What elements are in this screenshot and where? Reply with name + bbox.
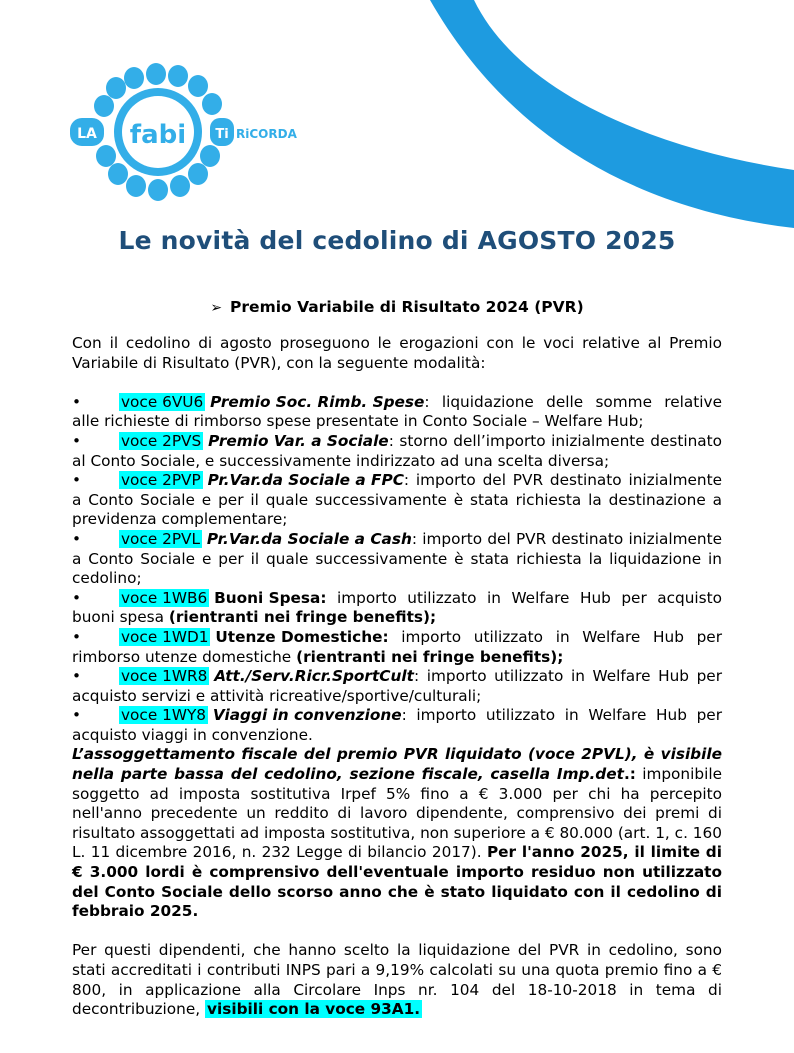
voce-sep: : xyxy=(403,471,410,490)
voce-extra: (rientranti nei fringe benefits); xyxy=(296,647,564,666)
voce-name: Att./Serv.Ricr.SportCult xyxy=(214,667,414,686)
voce-code: voce 2PVL xyxy=(121,529,201,548)
voce-desc: liquidazione delle somme relative alle richieste di rimborso spese presentate in Conto Sociale – Welfare Hub; xyxy=(72,392,722,431)
voce-sep: : xyxy=(424,392,430,411)
logo-text-ti: Ti xyxy=(215,127,229,142)
voci-list xyxy=(72,393,722,746)
voce-name: Buoni Spesa: xyxy=(214,588,327,607)
inps-body: Per questi dipendenti, che hanno scelto la liquidazione del PVR in cedolino, sono stati accreditati i contributi INPS pari a 9,19% calcolati su una quota premio fino a € 800, in applicazione alla Circolare Inps nr. 104 del 18-10-2018 in tema di decontribuzione, xyxy=(72,941,722,1019)
voce-name: Premio Soc. Rimb. Spese xyxy=(210,392,425,411)
voce-code: voce 1WR8 xyxy=(121,667,208,686)
logo-text-ricorda: RiCORDA xyxy=(236,127,297,141)
voce-desc: storno dell’importo inizialmente destinato al Conto Sociale, e successivamente indirizzato ad una scelta diversa; xyxy=(72,431,722,470)
arrow-bullet-icon: ➢ xyxy=(210,300,223,316)
logo-text-la: LA xyxy=(77,126,97,142)
bullet-icon: • xyxy=(72,667,82,686)
voce-code: voce 1WB6 xyxy=(121,588,208,607)
bullet-icon: • xyxy=(72,627,82,646)
fabi-logo xyxy=(66,64,297,208)
tax-bold-tail: Per l'anno 2025, il limite di € 3.000 lordi è comprensivo dell'eventuale importo residuo non utilizzato del Conto Sociale dello scorso anno che è stato liquidato con il cedolino di febbraio 2025. xyxy=(72,843,722,921)
voce-sep: : xyxy=(413,667,420,686)
list-item xyxy=(72,471,722,530)
list-item xyxy=(72,706,722,745)
voce-code: voce 1WD1 xyxy=(121,627,209,646)
voce-code: voce 1WY8 xyxy=(121,706,207,725)
list-item xyxy=(72,393,722,432)
tax-lead-end: .: xyxy=(623,765,636,784)
bullet-icon: • xyxy=(72,471,82,490)
voce-desc: importo utilizzato in Welfare Hub per acquisto viaggi in convenzione. xyxy=(72,706,722,744)
bullet-icon: • xyxy=(72,588,82,607)
voce-desc: importo del PVR destinato inizialmente a Conto Sociale e per il quale successivamente è stata richiesta la destinazione a previdenza complementare; xyxy=(72,471,722,529)
voce-name: Viaggi in convenzione xyxy=(212,706,402,725)
voce-code: voce 2PVP xyxy=(121,471,201,490)
logo-text-fabi: fabi xyxy=(129,120,187,150)
section-title: Premio Variabile di Risultato 2024 (PVR) xyxy=(230,298,584,316)
bullet-icon: • xyxy=(72,431,82,450)
bullet-icon: • xyxy=(72,706,82,725)
voce-desc: importo utilizzato in Welfare Hub per acquisto buoni spesa xyxy=(72,588,722,627)
intro-paragraph: Con il cedolino di agosto proseguono le erogazioni con le voci relative al Premio Variabile di Risultato (PVR), con la seguente modalità: xyxy=(72,334,722,372)
voce-sep: : xyxy=(401,706,407,725)
voce-extra: (rientranti nei fringe benefits); xyxy=(168,608,437,627)
tax-paragraph xyxy=(72,745,722,921)
list-item xyxy=(72,589,722,628)
voce-code: voce 6VU6 xyxy=(121,392,204,411)
voce-desc: importo utilizzato in Welfare Hub per rimborso utenze domestiche xyxy=(72,627,722,666)
inps-highlight: visibili con la voce 93A1. xyxy=(207,1000,421,1019)
voce-sep: : xyxy=(388,431,394,450)
section-heading xyxy=(0,298,794,316)
voce-name: Utenze Domestiche: xyxy=(215,627,389,646)
bullet-icon: • xyxy=(72,392,82,411)
document-body xyxy=(72,334,722,1020)
voce-sep: : xyxy=(411,529,418,548)
page-title: Le novità del cedolino di AGOSTO 2025 xyxy=(118,226,676,255)
list-item xyxy=(72,628,722,667)
inps-paragraph xyxy=(72,941,722,1019)
voce-name: Pr.Var.da Sociale a Cash xyxy=(206,529,412,548)
voce-name: Premio Var. a Sociale xyxy=(208,431,389,450)
tax-lead: L’assoggettamento fiscale del premio PVR liquidato (voce 2PVL), è visibile nella parte bassa del cedolino, sezione fiscale, casella Imp.det xyxy=(72,745,722,784)
voce-name: Pr.Var.da Sociale a FPC xyxy=(207,471,404,490)
tax-body: imponibile soggetto ad imposta sostitutiva Irpef 5% fino a € 3.000 per chi ha percepito nell'anno precedente un reddito di lavoro dipendente, comprensivo dei premi di risultato assoggettati ad imposta sostitutiva, non superiore a € 80.000 (art. 1, c. 160 L. 11 dicembre 2016, n. 232 Legge di bilancio 2017). xyxy=(72,765,722,862)
voce-code: voce 2PVS xyxy=(121,431,202,450)
bullet-icon: • xyxy=(72,529,82,548)
list-item xyxy=(72,667,722,706)
voce-desc: importo utilizzato in Welfare Hub per acquisto servizi e attività ricreative/sportive/culturali; xyxy=(72,667,722,705)
voce-desc: importo del PVR destinato inizialmente a Conto Sociale e per il quale successivamente è stata richiesta la liquidazione in cedolino; xyxy=(72,529,722,588)
list-item xyxy=(72,432,722,471)
list-item xyxy=(72,530,722,589)
